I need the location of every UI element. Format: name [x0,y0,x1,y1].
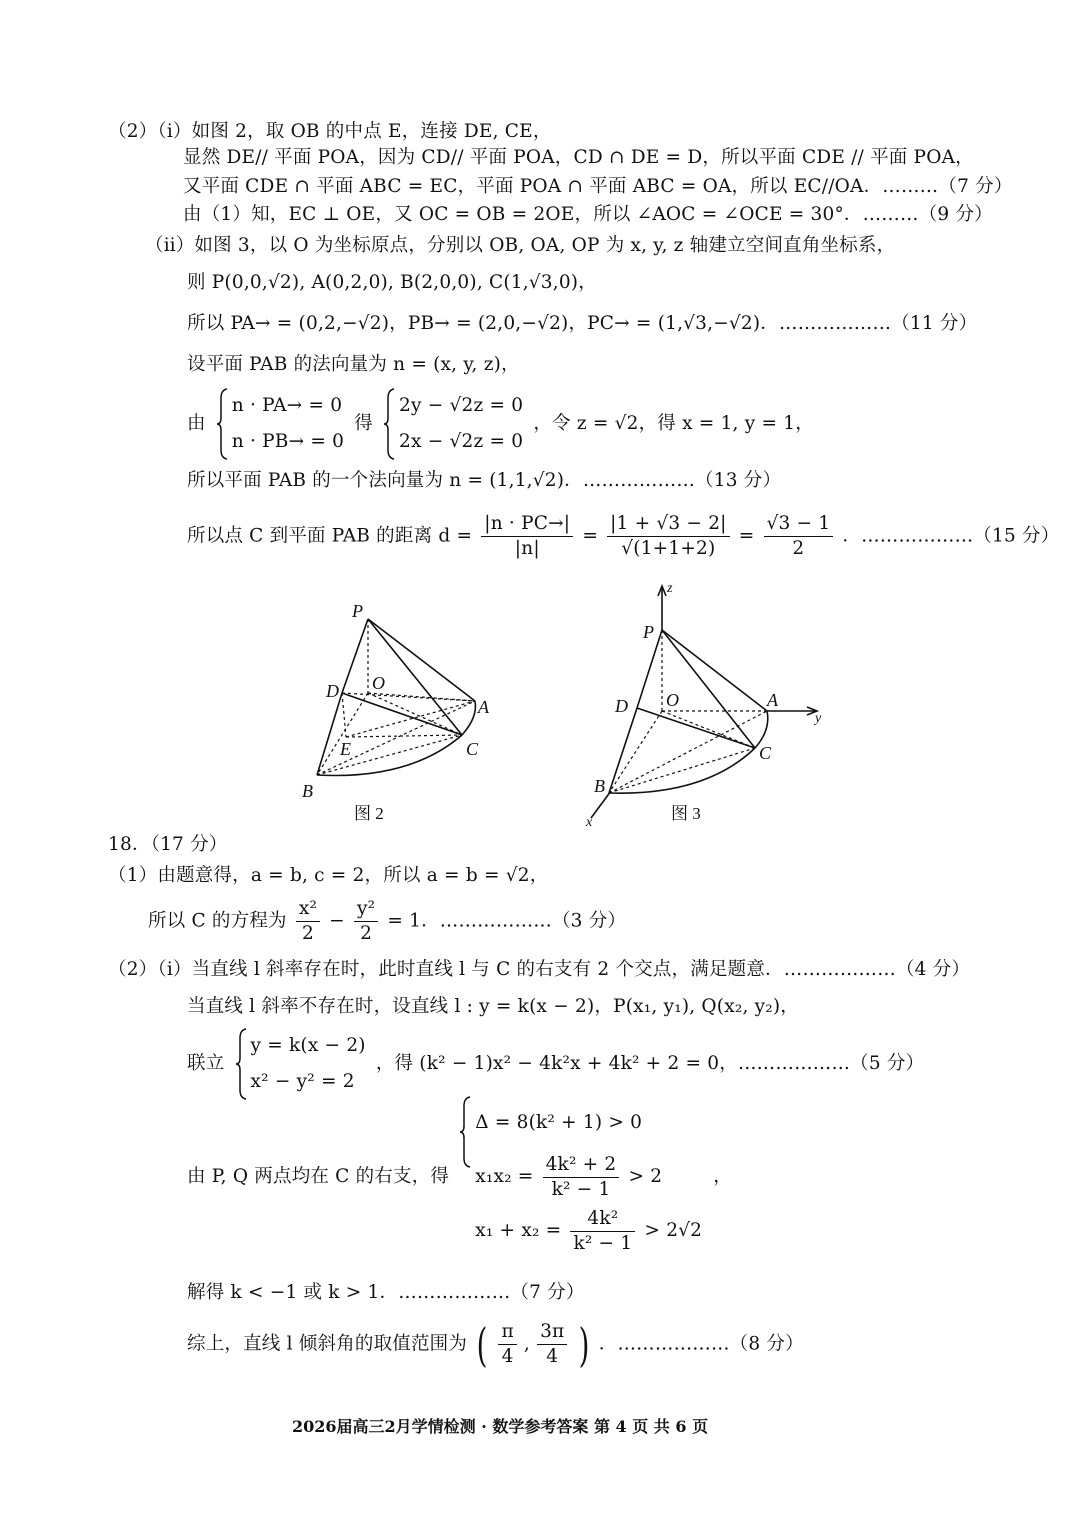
text-fragment: > 2√2 [644,1220,703,1241]
text-line: （2）（ⅰ）当直线 l 斜率存在时，此时直线 l 与 C 的右支有 2 个交点，满足题意．………………（4 分） [108,959,971,980]
equation-system [459,1096,703,1258]
problem-header: 18．（17 分） [108,834,228,855]
right-paren: ) [578,1317,590,1372]
text-line: （1）由题意得，a = b, c = 2，所以 a = b = √2， [108,865,549,886]
edge-de [342,693,346,737]
numerator: √3 − 1 [764,512,834,537]
text-line: 解得 k < −1 或 k > 1．………………（7 分） [187,1282,585,1303]
edge-dc [637,708,755,748]
point-label-a: A [478,697,489,717]
numerator: π [498,1320,516,1345]
fraction [296,897,320,946]
equation-row: x² − y² = 2 [250,1071,355,1092]
text-fragment: 所以点 C 到平面 PAB 的距离 d = [187,525,473,547]
point-label-d: D [615,696,628,716]
equation-row: y = k(x − 2) [250,1035,366,1056]
text-line: （ⅱ）如图 3，以 O 为坐标原点，分别以 OB, OA, OP 为 x, y, z 轴建立空间直角坐标系， [145,235,896,256]
equation-system-line [187,1028,924,1100]
text-fragment: 所以 C 的方程为 [148,910,287,932]
fraction [570,1207,635,1256]
numerator: 4k² [570,1207,635,1232]
text-fragment: 联立 [187,1053,225,1074]
brace-icon [459,1096,471,1168]
arc-bc [609,748,755,793]
numerator: 4k² + 2 [543,1153,620,1178]
point-label-o: O [372,673,385,693]
text-line: 由（1）知，EC ⊥ OE，又 OC = OB = 2OE，所以 ∠AOC = ∠OCE = 30°．………（9 分） [183,204,993,225]
equation-line [187,1317,804,1372]
numerator: 3π [537,1320,567,1345]
fraction [543,1153,620,1202]
equation-system [235,1028,366,1100]
figure-2 [290,595,520,830]
numerator: |n · PC→| [481,512,573,537]
brace-icon [383,388,395,460]
text-fragment: ．………………（8 分） [598,1333,804,1355]
axis-label-x: x [586,815,593,830]
equation-line [148,897,626,946]
text-line: 显然 DE// 平面 POA，因为 CD// 平面 POA，CD ∩ DE = D，所以平面 CDE // 平面 POA， [183,147,974,168]
text-fragment: = [582,525,599,547]
denominator: 2 [792,538,805,559]
figure-caption: 图 2 [354,804,384,823]
denominator: √(1+1+2) [621,538,716,559]
text-fragment: − [329,910,345,932]
point-label-b: B [594,776,605,796]
denominator: k² − 1 [551,1178,611,1200]
edge-ec [346,735,462,737]
edge-db [317,693,342,775]
point-label-c: C [759,743,772,763]
distance-formula-line [187,512,1059,561]
fraction [498,1320,516,1369]
edge-pc [662,630,755,748]
denominator: 2 [301,923,314,944]
point-label-o: O [666,690,679,710]
fraction [607,512,730,561]
text-fragment: = [738,525,755,547]
page-footer: 2026届高三2月学情检测 · 数学参考答案 第 4 页 共 6 页 [292,1417,709,1436]
numerator: y² [354,897,378,922]
text-fragment: 得 [354,413,373,434]
numerator: |1 + √3 − 2| [607,512,730,537]
equation-row [475,1204,703,1258]
text-fragment: 由 [187,413,206,434]
point-label-a: A [767,690,778,710]
text-fragment: 由 P, Q 两点均在 C 的右支，得 [187,1166,450,1187]
text-fragment: ， [713,1166,732,1187]
numerator: x² [296,897,320,922]
text-fragment: x₁x₂ = [475,1166,534,1187]
text-line: 设平面 PAB 的法向量为 n = (x, y, z)， [187,354,520,375]
equation-row: 2y − √2z = 0 [399,395,524,416]
equation-system-line [187,388,814,460]
brace-icon [216,388,228,460]
equation-row: Δ = 8(k² + 1) > 0 [475,1112,643,1133]
text-fragment: x₁ + x₂ = [475,1220,562,1241]
text-fragment: ，令 z = √2，得 x = 1, y = 1， [533,413,814,434]
denominator: 4 [501,1346,514,1367]
point-label-b: B [302,781,313,801]
brace-icon [235,1028,247,1100]
text-line: 所以 PA→ = (0,2,−√2)，PB→ = (2,0,−√2)，PC→ = (1,√3,−√2)．………………（11 分） [187,313,978,334]
fraction [537,1320,567,1369]
text-line: 当直线 l 斜率不存在时，设直线 l : y = k(x − 2)，P(x₁, y₁), Q(x₂, y₂)， [187,996,799,1017]
equation-system-line [187,1096,732,1258]
equation-row: n · PB→ = 0 [231,431,345,452]
text-fragment: ，得 (k² − 1)x² − 4k²x + 4k² + 2 = 0，………………（5 分） [375,1053,925,1074]
point-label-p: P [643,622,654,642]
axis-label-y: y [815,711,822,726]
axis-label-z: z [667,581,673,596]
left-paren: ( [476,1317,488,1372]
figure-caption: 图 3 [671,804,701,823]
edge-oa [368,693,475,701]
point-label-d: D [326,681,339,701]
text-line: （2）（ⅰ）如图 2，取 OB 的中点 E，连接 DE, CE， [108,121,552,142]
equation-row: 2x − √2z = 0 [399,431,524,452]
figure-3 [585,578,835,830]
edge-pd [342,619,368,693]
point-label-c: C [466,739,479,759]
edge-ob [317,693,368,775]
text-fragment: ．………………（15 分） [842,525,1060,547]
fraction [764,512,834,561]
text-line: 所以平面 PAB 的一个法向量为 n = (1,1,√2)．………………（13 分） [187,470,782,491]
point-label-p: P [352,601,363,621]
equation-system [383,388,523,460]
fraction [354,897,378,946]
text-fragment: > 2 [628,1166,663,1187]
text-line: 则 P(0,0,√2), A(0,2,0), B(2,0,0), C(1,√3,0)， [187,272,597,293]
denominator: 2 [360,923,373,944]
equation-row [475,1150,685,1204]
edge-ob [609,711,662,793]
text-fragment: = 1．………………（3 分） [387,910,627,932]
denominator: 4 [546,1346,559,1367]
fraction [481,512,573,561]
equation-system [216,388,344,460]
point-label-e: E [340,739,351,759]
text-fragment: 综上，直线 l 倾斜角的取值范围为 [187,1333,468,1355]
equation-row: n · PA→ = 0 [231,395,343,416]
text-fragment: , [523,1333,530,1355]
text-line: 又平面 CDE ∩ 平面 ABC = EC，平面 POA ∩ 平面 ABC = OA，所以 EC//OA．………（7 分） [183,176,1013,197]
denominator: k² − 1 [573,1232,633,1254]
denominator: |n| [514,538,540,559]
